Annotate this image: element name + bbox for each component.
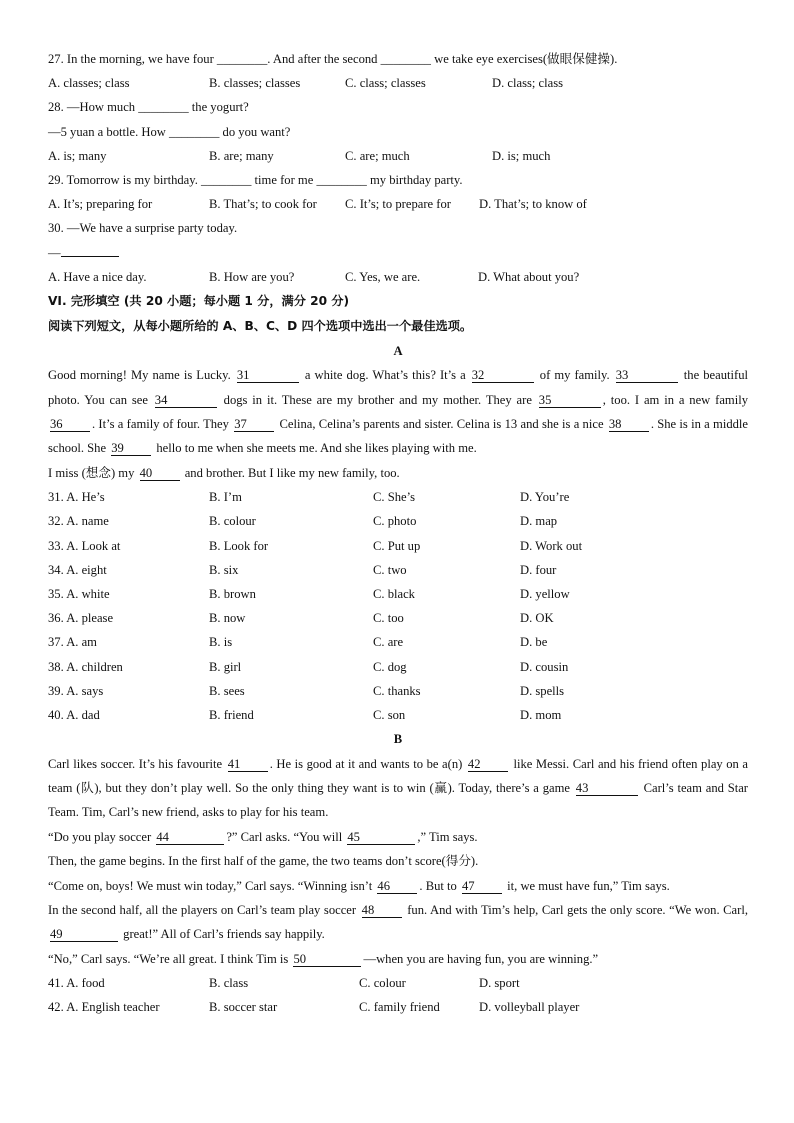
passage-b-options xyxy=(48,971,748,1019)
option-b: B. I’m xyxy=(209,490,242,505)
passage-a-text-last xyxy=(48,461,748,485)
passage-text: Good morning! My name is Lucky. xyxy=(48,368,235,383)
passage-text: . He is good at it and wants to be a(n) xyxy=(269,756,466,771)
option-c: C. family friend xyxy=(359,1000,440,1015)
option-d: D. four xyxy=(520,562,557,577)
option-row xyxy=(48,192,748,216)
passage-text: “Do you play soccer xyxy=(48,829,155,844)
blank-38: 38 xyxy=(609,417,649,432)
option-a: 34. A. eight xyxy=(48,562,107,577)
option-b: B. How are you? xyxy=(209,269,295,284)
passage-b-text xyxy=(48,947,748,971)
option-a: 37. A. am xyxy=(48,635,97,650)
option-d: D. sport xyxy=(479,976,520,991)
section-instruction: 阅读下列短文，从每小题所给的 A、B、C、D 四个选项中选出一个最佳选项。 xyxy=(48,319,473,334)
option-row xyxy=(48,703,748,727)
option-d: D. is; much xyxy=(492,148,551,163)
option-b: B. class xyxy=(209,976,249,991)
passage-text: fun. And with Tim’s help, Carl gets the only score. “We won. Carl, xyxy=(403,902,748,917)
blank-32: 32 xyxy=(472,368,534,383)
passage-text: . But to xyxy=(419,878,460,893)
option-a: 32. A. name xyxy=(48,514,109,529)
passage-text: . She is in a middle school. She xyxy=(48,417,749,456)
option-c: C. black xyxy=(373,587,415,602)
option-c: C. are xyxy=(373,635,404,650)
question-stem: 27. In the morning, we have four ________. And after the second ________ we take eye exercises(做眼保健操). xyxy=(48,52,618,66)
option-a: 36. A. please xyxy=(48,611,114,626)
passage-text: , too. I am in a new family xyxy=(602,392,749,407)
passage-text: and brother. But I like my new family, too. xyxy=(181,465,400,480)
option-b: B. soccer star xyxy=(209,1000,278,1015)
option-a: 41. A. food xyxy=(48,976,105,991)
passage-text: the beautiful photo. You can see xyxy=(48,368,748,407)
option-b: B. is xyxy=(209,635,233,650)
exam-page xyxy=(48,47,748,1020)
passage-text: I miss (想念) my xyxy=(48,465,138,480)
option-c: C. dog xyxy=(373,659,407,674)
passage-text: ,” Tim says. xyxy=(417,829,478,844)
option-c: C. Put up xyxy=(373,538,421,553)
question-stem: 29. Tomorrow is my birthday. ________ time for me ________ my birthday party. xyxy=(48,173,463,188)
blank-48: 48 xyxy=(362,903,402,918)
option-a: A. classes; class xyxy=(48,76,130,91)
option-c: C. two xyxy=(373,562,407,577)
option-a: 31. A. He’s xyxy=(48,490,105,505)
option-c: C. are; much xyxy=(345,148,410,163)
passage-b-text xyxy=(48,898,748,947)
blank-35: 35 xyxy=(539,393,601,408)
option-b: B. are; many xyxy=(209,148,274,163)
option-row xyxy=(48,534,748,558)
option-d: D. be xyxy=(520,635,548,650)
passage-text: “Come on, boys! We must win today,” Carl says. “Winning isn’t xyxy=(48,878,376,893)
option-row xyxy=(48,606,748,630)
option-d: D. mom xyxy=(520,708,562,723)
option-c: C. It’s; to prepare for xyxy=(345,197,451,212)
option-row xyxy=(48,995,748,1019)
option-c: C. thanks xyxy=(373,683,421,698)
option-b: B. sees xyxy=(209,683,245,698)
option-b: B. colour xyxy=(209,514,256,529)
option-row xyxy=(48,144,748,168)
blank-46: 46 xyxy=(377,879,417,894)
blank-39: 39 xyxy=(111,441,151,456)
passage-text: hello to me when she meets me. And she likes playing with me. xyxy=(153,441,477,456)
option-c: C. son xyxy=(373,708,406,723)
option-row xyxy=(48,679,748,703)
answer-blank xyxy=(61,244,119,257)
option-d: D. You’re xyxy=(520,490,570,505)
question-stem-reply: —5 yuan a bottle. How ________ do you want? xyxy=(48,124,291,139)
question-stem: 30. —We have a surprise party today. xyxy=(48,221,238,236)
passage-text: In the second half, all the players on Carl’s team play soccer xyxy=(48,902,360,917)
option-row xyxy=(48,630,748,654)
passage-text: of my family. xyxy=(535,368,614,383)
option-b: B. That’s; to cook for xyxy=(209,197,317,212)
option-b: B. classes; classes xyxy=(209,76,301,91)
option-row xyxy=(48,971,748,995)
option-d: D. Work out xyxy=(520,538,583,553)
blank-41: 41 xyxy=(228,757,268,772)
option-a: 40. A. dad xyxy=(48,708,100,723)
passage-b-text xyxy=(48,825,748,849)
option-a: 38. A. children xyxy=(48,659,123,674)
blank-33: 33 xyxy=(616,368,678,383)
option-c: C. She’s xyxy=(373,490,415,505)
option-d: D. OK xyxy=(520,611,554,626)
option-a: 33. A. Look at xyxy=(48,538,121,553)
passage-a-options xyxy=(48,485,748,727)
option-b: B. Look for xyxy=(209,538,269,553)
option-c: C. class; classes xyxy=(345,76,426,91)
blank-49: 49 xyxy=(50,927,118,942)
blank-50: 50 xyxy=(293,952,361,967)
option-c: C. colour xyxy=(359,976,406,991)
section-title: VI. 完形填空 (共 20 小题；每小题 1 分，满分 20 分) xyxy=(48,294,350,309)
option-a: 39. A. says xyxy=(48,683,104,698)
option-d: D. cousin xyxy=(520,659,569,674)
option-d: D. map xyxy=(520,514,558,529)
passage-text: Carl’s team and Star Team. Tim, Carl’s new friend, asks to play for his team. xyxy=(48,780,748,820)
passage-heading: B xyxy=(393,732,403,747)
passage-text: Celina, Celina’s parents and sister. Celina is 13 and she is a nice xyxy=(276,417,607,432)
option-a: A. is; many xyxy=(48,148,107,163)
option-b: B. friend xyxy=(209,708,254,723)
option-d: D. yellow xyxy=(520,587,570,602)
passage-b-text: Then, the game begins. In the first half of the game, the two teams don’t score(得分). xyxy=(48,854,479,869)
option-row xyxy=(48,485,748,509)
option-b: B. brown xyxy=(209,587,256,602)
option-row xyxy=(48,71,748,95)
option-row xyxy=(48,265,748,289)
option-d: D. class; class xyxy=(492,76,563,91)
option-b: B. now xyxy=(209,611,246,626)
passage-a-text xyxy=(48,363,748,461)
option-a: A. Have a nice day. xyxy=(48,269,147,284)
passage-text: Carl likes soccer. It’s his favourite xyxy=(48,756,226,771)
option-b: B. girl xyxy=(209,659,242,674)
option-d: D. What about you? xyxy=(478,269,580,284)
question-stem: 28. —How much ________ the yogurt? xyxy=(48,100,249,115)
option-d: D. spells xyxy=(520,683,565,698)
option-a: A. It’s; preparing for xyxy=(48,197,153,212)
blank-37: 37 xyxy=(234,417,274,432)
passage-text: . It’s a family of four. They xyxy=(92,417,233,432)
blank-40: 40 xyxy=(140,466,180,481)
option-row xyxy=(48,655,748,679)
option-a: 42. A. English teacher xyxy=(48,1000,160,1015)
passage-text: it, we must have fun,” Tim says. xyxy=(504,878,670,893)
option-d: D. That’s; to know of xyxy=(479,197,587,212)
passage-text: dogs in it. These are my brother and my mother. They are xyxy=(218,392,537,407)
blank-31: 31 xyxy=(237,368,299,383)
blank-42: 42 xyxy=(468,757,508,772)
option-b: B. six xyxy=(209,562,239,577)
option-row xyxy=(48,558,748,582)
reply-blank-line xyxy=(48,241,748,265)
passage-text: great!” All of Carl’s friends say happily. xyxy=(120,927,325,942)
passage-heading: A xyxy=(393,344,403,359)
option-d: D. volleyball player xyxy=(479,1000,580,1015)
blank-44: 44 xyxy=(156,830,224,845)
blank-45: 45 xyxy=(347,830,415,845)
reply-dash: — xyxy=(48,245,61,260)
passage-text: “No,” Carl says. “We’re all great. I think Tim is xyxy=(48,951,292,966)
passage-text: —when you are having fun, you are winning.” xyxy=(363,951,599,966)
option-c: C. Yes, we are. xyxy=(345,269,421,284)
option-a: 35. A. white xyxy=(48,587,110,602)
passage-b-text xyxy=(48,874,748,898)
blank-43: 43 xyxy=(576,781,638,796)
blank-36: 36 xyxy=(50,417,90,432)
passage-text: like Messi. Carl and his friend often play on a team (队), but they don’t play well. So the only thing they want is to win (赢). Today, there’s a game xyxy=(48,756,749,795)
passage-text: a white dog. What’s this? It’s a xyxy=(300,368,470,383)
option-row xyxy=(48,509,748,533)
blank-47: 47 xyxy=(462,879,502,894)
passage-b-text xyxy=(48,752,748,825)
option-row xyxy=(48,582,748,606)
option-c: C. photo xyxy=(373,514,417,529)
passage-text: ?” Carl asks. “You will xyxy=(226,829,346,844)
blank-34: 34 xyxy=(155,393,217,408)
option-c: C. too xyxy=(373,611,404,626)
